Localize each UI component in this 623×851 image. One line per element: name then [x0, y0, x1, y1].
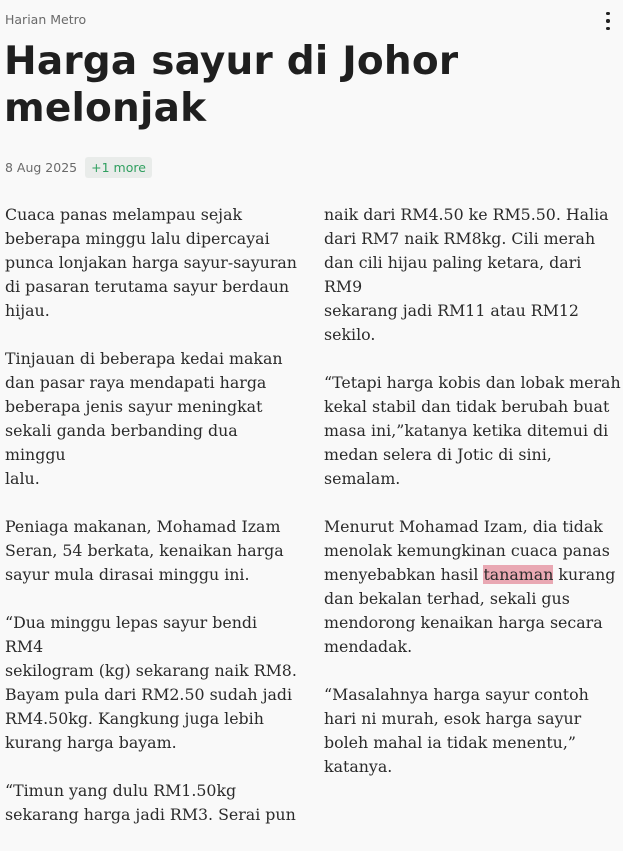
paragraph: Tinjauan di beberapa kedai makan dan pasar raya mendapati harga beberapa jenis sayur meningkat sekali ganda berbanding dua minggu lalu. [5, 349, 283, 488]
paragraph: “Masalahnya harga sayur contoh hari ni murah, esok harga sayur boleh mahal ia tidak menentu,” katanya. [324, 685, 589, 776]
publication-name: Harian Metro [5, 12, 87, 27]
article-title: Harga sayur di Johor melonjak [4, 39, 459, 131]
paragraph: Cuaca panas melampau sejak beberapa minggu lalu dipercayai punca lonjakan harga sayur-sayuran di pasaran terutama sayur berdaun hijau. [5, 205, 297, 320]
highlighted-word[interactable]: tanaman [483, 565, 554, 584]
more-sources-badge[interactable]: +1 more [85, 157, 152, 178]
more-options-icon[interactable] [598, 10, 618, 32]
article-column-2 [324, 203, 621, 803]
paragraph: “Dua minggu lepas sayur bendi RM4 sekilogram (kg) sekarang naik RM8. Bayam pula dari RM2.50 sudah jadi RM4.50kg. Kangkung juga lebih kurang harga bayam. [5, 613, 297, 752]
publish-date: 8 Aug 2025 [5, 160, 78, 175]
article-column-1 [5, 203, 300, 851]
paragraph: Menurut Mohamad Izam, dia tidak menolak kemungkinan cuaca panas menyebabkan hasil tanaman kurang dan bekalan terhad, sekali gus mendorong kenaikan harga secara mendadak. [324, 517, 616, 656]
paragraph: naik dari RM4.50 ke RM5.50. Halia dari RM7 naik RM8kg. Cili merah dan cili hijau paling ketara, dari RM9 sekarang jadi RM11 atau RM12 sekilo. [324, 205, 609, 344]
paragraph: “Tetapi harga kobis dan lobak merah kekal stabil dan tidak berubah buat masa ini,”katanya ketika ditemui di medan selera di Jotic di sini, semalam. [324, 373, 621, 488]
paragraph: “Timun yang dulu RM1.50kg sekarang harga jadi RM3. Serai pun [5, 781, 296, 824]
article-meta [5, 157, 152, 178]
paragraph: Peniaga makanan, Mohamad Izam Seran, 54 berkata, kenaikan harga sayur mula dirasai minggu ini. [5, 517, 284, 584]
